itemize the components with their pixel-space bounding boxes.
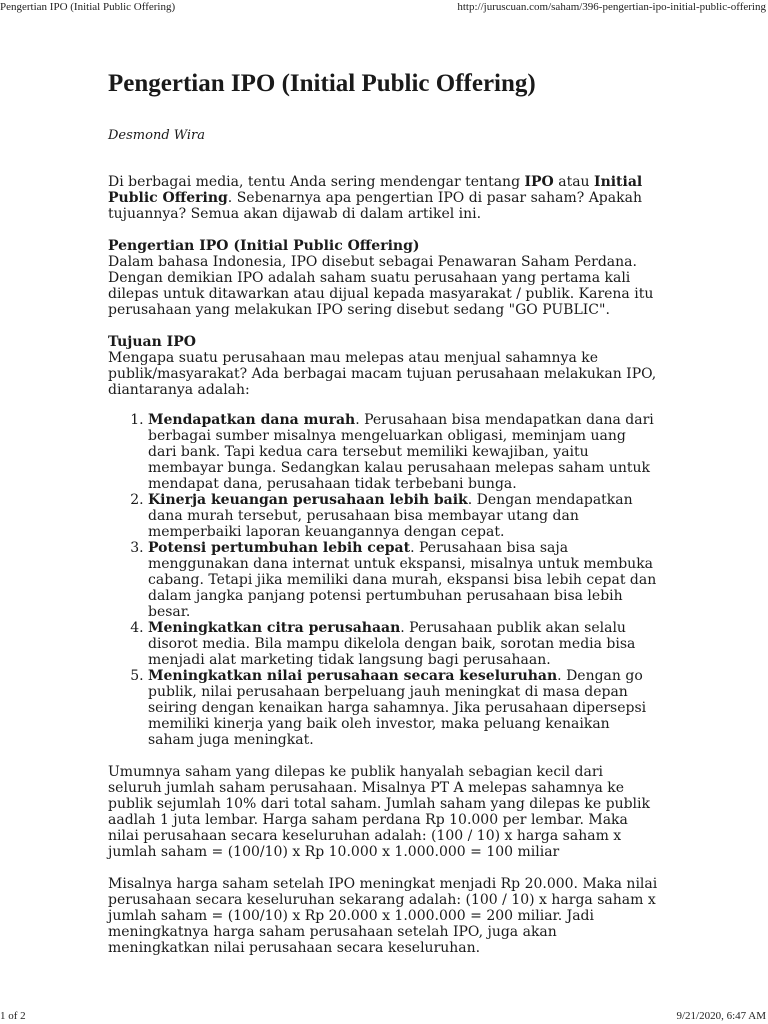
intro-bold-ipo: IPO bbox=[524, 174, 554, 190]
article-title: Pengertian IPO (Initial Public Offering) bbox=[108, 70, 536, 97]
article bbox=[108, 68, 658, 956]
list-item-heading: Kinerja keuangan perusahaan lebih baik bbox=[148, 492, 468, 508]
list-item-text: . Perusahaan bisa mendapatkan dana dari berbagai sumber misalnya mengeluarkan obligasi, meminjam uang dari bank. Tapi kedua cara tersebut memiliki kewajiban, yaitu membayar bunga. Sedangkan kalau perusahaan melepas saham untuk mendapat dana, perusahaan tidak terbebani bunga. bbox=[148, 412, 654, 492]
page-number: 1 of 2 bbox=[0, 1010, 26, 1022]
section-heading: Tujuan IPO bbox=[108, 334, 196, 350]
paragraph: Umumnya saham yang dilepas ke publik hanyalah sebagian kecil dari seluruh jumlah saham perusahaan. Misalnya PT A melepas sahamnya ke publik sejumlah 10% dari total saham. Jumlah saham yang dilepas ke publik aadlah 1 juta lembar. Harga saham perdana Rp 10.000 per lembar. Maka nilai perusahaan secara keseluruhan adalah: (100 / 10) x harga saham x jumlah saham = (100/10) x Rp 10.000 x 1.000.000 = 100 miliar bbox=[108, 764, 650, 860]
intro-text: atau bbox=[553, 174, 595, 190]
list-item bbox=[148, 412, 658, 492]
intro-text: Di berbagai media, tentu Anda sering mendengar tentang bbox=[108, 174, 525, 190]
list-item bbox=[148, 620, 658, 668]
intro-bold-initial-public-offering: Initial Public Offering bbox=[108, 174, 643, 206]
section-body: Dalam bahasa Indonesia, IPO disebut sebagai Penawaran Saham Perdana. Dengan demikian IPO adalah saham suatu perusahaan yang pertama kali dilepas untuk ditawarkan atau dijual kepada masyarakat / publik. Karena itu perusahaan yang melakukan IPO sering disebut sedang "GO PUBLIC". bbox=[108, 254, 654, 318]
intro-paragraph bbox=[108, 174, 658, 222]
list-item-text: . Perusahaan publik akan selalu disorot media. Bila mampu dikelola dengan baik, sorotan media bisa menjadi alat marketing tidak langsung bagi perusahaan. bbox=[148, 620, 636, 668]
list-item-text: . Perusahaan bisa saja menggunakan dana internat untuk ekspansi, misalnya untuk membuka cabang. Tetapi jika memiliki dana murah, ekspansi bisa lebih cepat dan dalam jangka panjang potensi pertumbuhan perusahaan bisa lebih besar. bbox=[148, 540, 657, 620]
print-header-url: http://juruscuan.com/saham/396-pengertian-ipo-initial-public-offering bbox=[457, 1, 766, 13]
print-timestamp: 9/21/2020, 6:47 AM bbox=[676, 1010, 766, 1022]
intro-text: . Sebenarnya apa pengertian IPO di pasar saham? Apakah tujuannya? Semua akan dijawab di dalam artikel ini. bbox=[108, 190, 642, 222]
list-item bbox=[148, 540, 658, 620]
list-item-text: . Dengan mendapatkan dana murah tersebut, perusahaan bisa membayar utang dan memperbaiki laporan keuangannya dengan cepat. bbox=[148, 492, 633, 540]
list-item-text: . Dengan go publik, nilai perusahaan berpeluang jauh meningkat di masa depan seiring dengan kenaikan harga sahamnya. Jika perusahaan dipersepsi memiliki kinerja yang baik oleh investor, maka peluang kenaikan saham juga meningkat. bbox=[148, 668, 647, 748]
paragraph: Misalnya harga saham setelah IPO meningkat menjadi Rp 20.000. Maka nilai perusahaan secara keseluruhan sekarang adalah: (100 / 10) x harga saham x jumlah saham = (100/10) x Rp 20.000 x 1.000.000 = 200 miliar. Jadi meningkatnya harga saham perusahaan setelah IPO, juga akan meningkatkan nilai perusahaan secara keseluruhan. bbox=[108, 876, 658, 956]
section-tujuan bbox=[108, 334, 658, 398]
list-item-heading: Meningkatkan citra perusahaan bbox=[148, 620, 401, 636]
list-item-heading: Potensi pertumbuhan lebih cepat bbox=[148, 540, 411, 556]
article-author: Desmond Wira bbox=[108, 128, 206, 143]
list-item bbox=[148, 668, 658, 748]
list-item-heading: Mendapatkan dana murah bbox=[148, 412, 356, 428]
section-heading: Pengertian IPO (Initial Public Offering) bbox=[108, 238, 420, 254]
tujuan-list bbox=[108, 412, 658, 748]
print-header-title: Pengertian IPO (Initial Public Offering) bbox=[0, 1, 176, 13]
list-item bbox=[148, 492, 658, 540]
section-pengertian bbox=[108, 238, 658, 318]
section-body: Mengapa suatu perusahaan mau melepas atau menjual sahamnya ke publik/masyarakat? Ada berbagai macam tujuan perusahaan melakukan IPO, diantaranya adalah: bbox=[108, 350, 657, 398]
list-item-heading: Meningkatkan nilai perusahaan secara keseluruhan bbox=[148, 668, 558, 684]
